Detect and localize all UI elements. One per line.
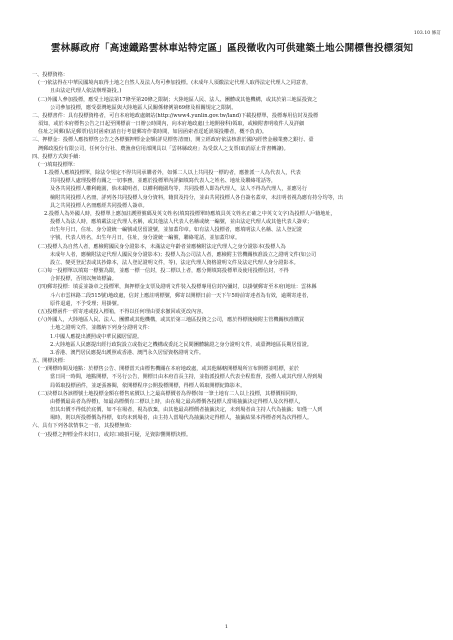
document-line: 由標價最高者為得標)，如最高標價有二標以上時，由在場之最高標價各投標人當場抽籤決定得標人及次得標人， — [50, 398, 304, 405]
document-line: 土地之證明文件，並繳納下列身分證明文件： — [50, 325, 153, 332]
document-line: 1.中國人應提出護照或中華民國居留證。 — [50, 333, 143, 340]
document-line: 原件退還，不予受理；用掛號。 — [50, 300, 122, 307]
document-line: 未成年人者，應檢附法定代理人國民身分證影本)；投標人為公司法人者，應檢附主管機關核准設立之證明文件(如公司 — [50, 251, 317, 258]
document-line: (一)填寫投標單： — [38, 161, 78, 168]
page-number: 1 — [224, 624, 229, 630]
document-line: 場時，則以所投標價為得標，如均未到場者，由主持人當場代為抽籤決定得標人，抽籤結果本得標者列為次得標人。 — [50, 415, 313, 422]
document-line: 合併投標，否則以無效標論。 — [50, 276, 117, 283]
document-line: 且由法定代理人依法辦理簽投。) — [50, 88, 122, 95]
document-line: (三)每一投標單以填寫一標號為限，並應一標一信封，投二標以上者，應分開填寫投標單及使用投標信封，不得 — [38, 268, 289, 275]
document-line: 具之共同投標人名冊應經共同投標人簽章。 — [50, 202, 148, 209]
document-line: 共同投標人處理投標有關之一切事務，並應於投標單內詳細填寫代表人之姓名、地址及聯絡電話等， — [50, 178, 277, 185]
version-note: 103.10 修訂 — [413, 31, 441, 36]
document-line: 檢附共同投標人名冊，詳列各共同投標人身分資料，籍貫及持分，並由共同投標人各自簽名蓋章，未註明者視為應有持分均等，出 — [50, 194, 344, 201]
document-line: 投標人為法人時，應填載法定代理人名稱，或其他法人代表人名稱或統一編號，並由法定代理人或其他代表人簽章； — [50, 219, 313, 226]
document-line: (二)決標以各該標號土地投標金額在標售底價以上之最高標價者為得標(如一筆土地有二人以上投標，其標價相同時， — [38, 390, 302, 397]
document-line: 設立、變更登記表或其抄錄本，法人登記證明文件，等)，法定代理人資格證明文件及法定代理人身分證影本。 — [50, 259, 299, 266]
document-line: 四、投標方式與手續： — [32, 153, 84, 160]
document-line: 局領取投標函件，並逐張審閱，依開標程序公開投標開標，得標人領取開標紀錄影本。 — [50, 382, 246, 389]
document-line: 六、具有下列各款情事之一者，其投標無效： — [32, 423, 135, 430]
document-line: (一)投標之押標金件未封口，或封口破損可疑，足資影響開標決標。 — [38, 431, 192, 438]
document-line: (二)外國人參加投標，應受土地法第17條至第20條之限制；大陸地區人民、法人、團體或其他機構，或其於第三地區投資之 — [38, 96, 318, 103]
document-line: 公司參加投標，應受臺灣地區與大陸地區人民關係條例第69條及相關規定之限制。 — [50, 104, 237, 111]
document-line: 三、押標金：投標人應按標售公告之各標號押標金金額(詳見標售清冊)，開立經政府依法核准於國內經營金融業務之銀行、臺 — [32, 137, 314, 144]
document-line: 及各共同投標人權利範圍，倘未載明者，以權利範圍均等，共同投標人即為代理人，法人不得為代理人，並應另行 — [50, 186, 308, 193]
document-title: 雲林縣政府「高速鐵路雲林車站特定區」區段徵收內可供建築土地公開標售投標須知 — [50, 43, 414, 54]
document-line: 一、投標資格： — [32, 72, 68, 78]
document-line: (一)依法得在中華民國境內取得土地之自然人及法人均可參加投標。(未成年人須繳法定代理人取得法定代理人之同意書， — [38, 80, 312, 87]
document-line: 2.大陸地區人民應提出經行政院設立或指定之機構或委託之民間團體驗證之身分證明文件，或臺灣地區長期居留證。 — [50, 341, 312, 348]
document-line: (六)外國人，大陸地區人民、法人、團體或其他機構，或其於第三地區投資之公司，應於得標後檢附主管機關核准購買 — [38, 317, 305, 324]
document-line: (五)投標函件一經寄達或投入標箱，不得以任何理由要求撤回或更改內容。 — [38, 308, 207, 315]
document-line: 二、投標書件：具有投標資格者，可自本府地政處網站(http://www4.yunlin.gov.tw/land)下載投標單，投標專用信封及投標 — [32, 112, 319, 119]
document-line: (一)開標時間及地點：於標售公告、開標當天由標售機關在本府地政處，或其他縣轄開標場所宣布開標並唱標，並於 — [38, 366, 300, 373]
document-line: 斗六市雲林路二段515號)地政處，信封上應註明標號，郵寄以開標日前一天下午5時前寄達者為有效，逾期寄達者， — [50, 292, 312, 299]
document-line: 須知，或於本府標售公告之日起至開標前一日辦公時間內，向本府地政處(土地開發科)領取，或檢附書明收件人及詳細 — [38, 121, 305, 128]
document-line: 2.投標人為外國人時，投標單上應加註護照號碼及英文姓名(填寫投標單時應填具英文姓名正確之中英文文字)為投標人戶籍地址， — [44, 210, 336, 217]
document-line: 但其出價不得低於底價，如不在場者，視為放棄，由其他最高標價者抽籤決定，未到場者由主持人代為抽籤；如僅一人到 — [50, 407, 323, 414]
document-line: 出生年月日，住址、身分證統一編號或居留證號，並加蓋印章。如有法人投標者，應填明法人名稱、法人登記證 — [50, 227, 302, 234]
document-line: 3.香港、澳門居民應提出護照或香港、澳門永久居留資格證明文件。 — [50, 349, 204, 356]
document-line: 灣郵政股份有限公司，任何分行社、農漁會信用部開具以「雲林縣政府」為受款人之支票(取消原止背書轉讓)。 — [38, 145, 289, 152]
document-body — [32, 71, 426, 439]
document-line: 五、開標決標： — [32, 358, 68, 365]
document-line: 字號，代表人姓名，出生年月日，住址，身分證統一編號，聯絡電話，並加蓋印章。 — [50, 235, 241, 242]
document-line: (四)郵寄投標：填妥並簽章之投標單，與押標金支票及證明文件裝入投標專用信封內彌封，以掛號郵寄至本府(地址：雲林縣 — [38, 284, 317, 291]
document-line: 1.投標人應填投標單，除法令規定不得共同承購者外，如係二人以上共同投一標的者，應推派一人為代表人，代表 — [44, 170, 301, 177]
document-line: (二)投標人為自然人者，應檢附國民身分證影本，未滿法定年齡者並應檢附法定代理人之身分證影本(投標人為 — [38, 243, 286, 250]
document-line: 當日同一時間，地點開標，不另行公告，開標日由本府首長主持，並指派投標人代表全程監督，投標人或其代理人得到場 — [50, 374, 323, 381]
document-line: 住址之回郵(貼足郵票)信封函索(請自行考量郵寄作業時間，如因函索者逕延誤領投權者，概不負責)。 — [38, 129, 268, 136]
